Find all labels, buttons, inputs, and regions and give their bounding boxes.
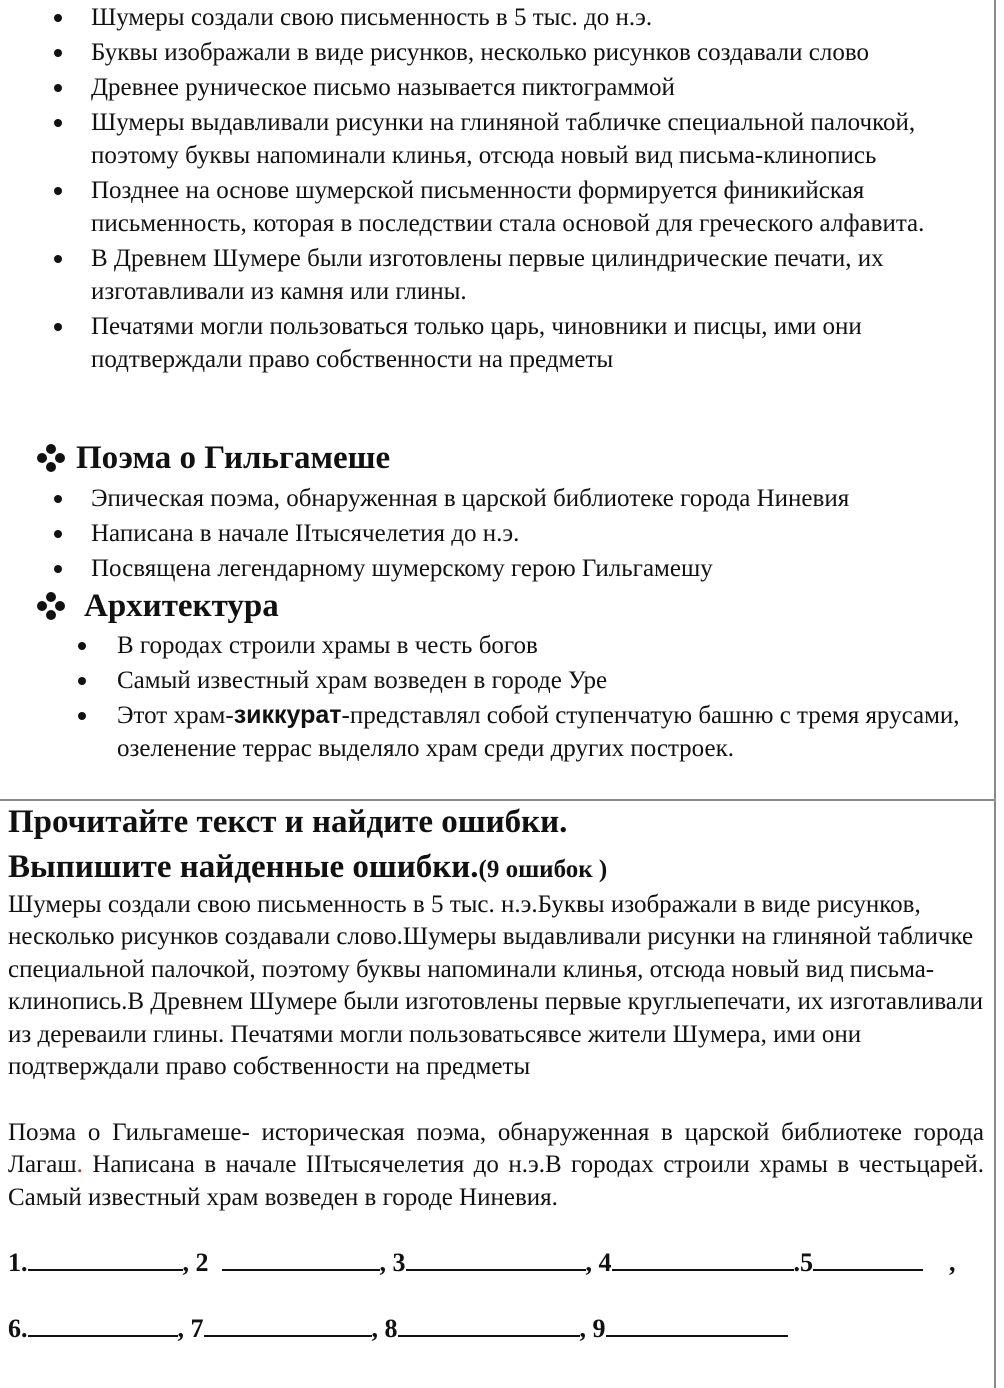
bullet-icon bbox=[54, 187, 62, 195]
list-item: Написана в начале IIтысячелетия до н.э. bbox=[0, 517, 990, 550]
list-item: Этот храм-зиккурат-представлял собой ступенчатую башню с тремя ярусами, озеленение террас выделяло храм среди других построек. bbox=[0, 699, 990, 765]
list-item: Буквы изображали в виде рисунков, несколько рисунков создавали слово bbox=[0, 36, 990, 69]
bullet-icon bbox=[54, 49, 62, 57]
bullet-icon bbox=[54, 119, 62, 127]
bullet-icon bbox=[54, 565, 62, 573]
answer-blank-8[interactable] bbox=[398, 1313, 580, 1337]
bullet-icon bbox=[54, 255, 62, 263]
bullet-icon bbox=[54, 14, 62, 22]
list-item: Эпическая поэма, обнаруженная в царской библиотеке города Ниневия bbox=[0, 482, 990, 515]
section-heading-poem: Поэма о Гильгамеше bbox=[36, 438, 390, 478]
section-heading-architecture: Архитектура bbox=[36, 586, 279, 626]
answer-blank-7[interactable] bbox=[204, 1313, 372, 1337]
list-item: В Древнем Шумере были изготовлены первые цилиндрические печати, их изготавливали из камня или глины. bbox=[0, 242, 990, 308]
answer-blank-2[interactable] bbox=[222, 1247, 380, 1271]
bullet-icon bbox=[78, 642, 86, 650]
answer-row-1: 1. , 2 , 3 , 4 .5 , bbox=[8, 1248, 956, 1277]
answer-row-2: 6. , 7 , 8 , 9 bbox=[8, 1313, 788, 1345]
diamond-bullet-icon bbox=[36, 591, 66, 621]
answer-blank-5[interactable] bbox=[813, 1247, 923, 1271]
answer-blank-9[interactable] bbox=[606, 1313, 788, 1337]
bullet-icon bbox=[78, 677, 86, 685]
list-item: Древнее руническое письмо называется пиктограммой bbox=[0, 71, 990, 104]
red-period: . bbox=[76, 1151, 83, 1179]
list-item: Позднее на основе шумерской письменности формируется финикийская письменность, которая в последствии стала основой для греческого алфавита. bbox=[0, 174, 990, 240]
poem-list bbox=[0, 482, 990, 587]
diamond-bullet-icon bbox=[36, 443, 66, 473]
answer-blank-4[interactable] bbox=[612, 1247, 794, 1271]
answer-blank-6[interactable] bbox=[28, 1313, 178, 1337]
task-title-line2: Выпишите найденные ошибки.(9 ошибок ) bbox=[8, 849, 608, 885]
bullet-icon bbox=[54, 495, 62, 503]
list-item: В городах строили храмы в честь богов bbox=[0, 629, 990, 662]
task-paragraph-1: Шумеры создали свою письменность в 5 тыс. н.э.Буквы изображали в виде рисунков, несколько рисунков создавали слово.Шумеры выдавливали рисунки на глиняной табличке специальной палочкой, поэтому буквы напоминали клинья, отсюда новый вид письма-клинопись.В Древнем Шумере были изготовлены первые круглыепечати, их изготавливали из дереваили глины. Печатями могли пользоватьсявсе жители Шумера, ими они подтверждали право собственности на предметы bbox=[8, 891, 983, 1081]
bullet-icon bbox=[54, 530, 62, 538]
ziggurat-term: зиккурат bbox=[233, 701, 342, 729]
answer-blank-1[interactable] bbox=[28, 1247, 183, 1271]
task-title-line1: Прочитайте текст и найдите ошибки. bbox=[8, 804, 568, 840]
list-item: Шумеры выдавливали рисунки на глиняной табличке специальной палочкой, поэтому буквы напоминали клинья, отсюда новый вид письма-клинопись bbox=[0, 106, 990, 172]
bullet-icon bbox=[78, 712, 86, 720]
list-item: Самый известный храм возведен в городе Уре bbox=[0, 664, 990, 697]
task-paragraph-2: Поэма о Гильгамеше- историческая поэма, обнаруженная в царской библиотеке города Лагаш. Написана в начале IIIтысячелетия до н.э.В городах строили храмы в честьцарей. Самый известный храм возведен в городе Ниневия. bbox=[8, 1119, 984, 1211]
bullet-icon bbox=[54, 323, 62, 331]
answer-blank-3[interactable] bbox=[406, 1247, 586, 1271]
sumer-writing-list bbox=[0, 1, 990, 378]
architecture-list bbox=[0, 629, 990, 767]
list-item: Шумеры создали свою письменность в 5 тыс. до н.э. bbox=[0, 1, 990, 34]
bullet-icon bbox=[54, 84, 62, 92]
error-count-note: (9 ошибок ) bbox=[478, 856, 608, 883]
list-item: Печатями могли пользоваться только царь, чиновники и писцы, ими они подтверждали право собственности на предметы bbox=[0, 310, 990, 376]
list-item: Посвящена легендарному шумерскому герою Гильгамешу bbox=[0, 552, 990, 585]
